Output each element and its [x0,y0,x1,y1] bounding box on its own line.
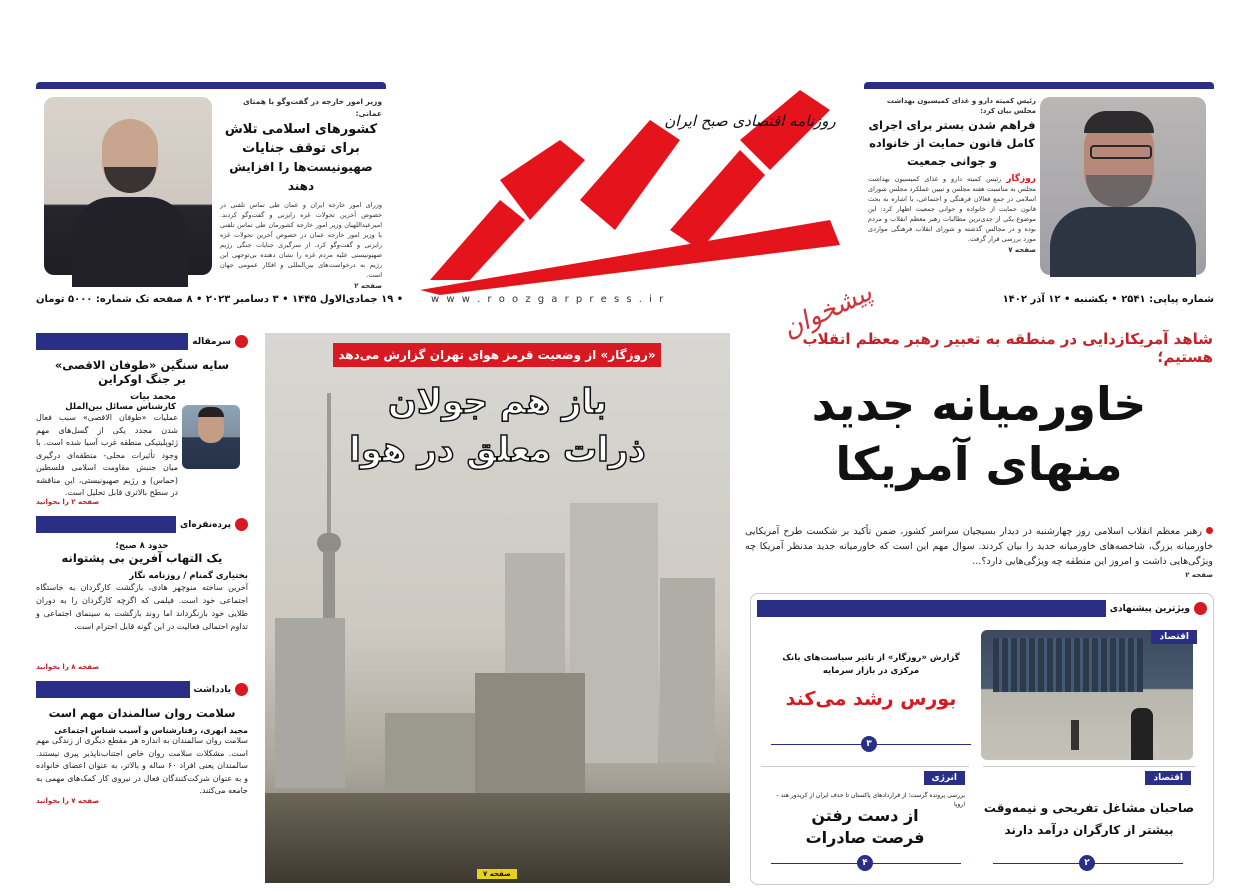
picks-section-label: ویژترین پیشنهادی [1109,603,1190,614]
left-teaser-headline-2: برای توقف جنایات [242,141,360,156]
main-story-page-ref[interactable]: صفحه ۲ [1185,571,1213,579]
cinema-page-ref[interactable]: صفحه ۸ را بخوانید [36,663,100,671]
pick1-badge: اقتصاد [1151,630,1197,644]
left-teaser-body: وزرای امور خارجه ایران و عمان طی تماس تلفنی در خصوص آخرین تحولات غزه رایزنی و گفت‌وگو کردند. امیرعبداللهیان وزیر امور خارجه کشورمان طی تماس تلفنی با وزیر امور خارجه عمان در خصوص آخرین تحولات غزه رایزنی و گفت‌وگو کرد. از سرگیری جنایات جنگی رژیم صهیونیستی علیه مردم غزه را نشان دهنده بی‌توجهی این رژیم به درخواست‌های بین‌المللی و افکار عمومی جهان است. [220,201,382,279]
section-label: سرمقاله [192,336,231,347]
right-teaser-headline-2: کامل قانون حمایت از خانواده [869,136,1035,150]
section-label: پرده‌نقره‌ای [179,519,231,530]
pick-photo-exchange [981,630,1193,760]
note-author: مجید ابهری، رفتارشناس و آسیب شناس اجتماعی [54,726,248,735]
date-strip [36,292,1214,310]
pick1-page-number[interactable]: ۳ [861,736,877,752]
pick1-kicker: گزارش «روزگار» از تاثیر سیاست‌های بانک مرکزی در بازار سرمایه [782,653,960,676]
picks-box [750,593,1214,885]
photo-story-page-ref[interactable]: صفحه ۷ [477,869,517,879]
cinema-kicker: حدود ۸ صبح؛ [115,541,169,551]
pishkhan-stamp: پیشخوان [778,277,877,345]
main-story [745,330,1213,581]
building [275,618,345,788]
editorial-title-1[interactable]: سایه سنگین «طوفان الاقصی» [54,358,230,372]
section-tag-editorial [36,333,248,350]
pick1-headline[interactable]: بورس رشد می‌کند [785,688,957,710]
pick2-kicker: بررسی پرونده گرست؛ از قراردادهای پاکستان تا حذف ایران از کریدور هند - اروپا [776,792,965,808]
main-story-kicker: شاهد آمریکازدایی در منطقه به تعبیر رهبر معظم انقلاب هستیم؛ [802,330,1213,366]
cinema-title[interactable]: یک التهاب آفرین بی پشتوانه [61,551,223,565]
main-story-headline-2[interactable]: منهای آمریکا [835,437,1123,491]
note-page-ref[interactable]: صفحه ۷ را بخوانید [36,797,100,805]
left-teaser-page-ref[interactable]: صفحه ۲ [354,282,382,290]
photo-story-kicker: «روزگار» از وضعیت قرمز هوای تهران گزارش می‌دهد [333,343,661,367]
tagline: روزنامه اقتصادی صبح ایران [664,112,836,130]
left-teaser-bar [36,82,386,89]
sidebar [36,333,248,885]
editorial-body: عملیات «طوفان الاقصی» سبب فعال شدن مجدد یکی از گسل‌های مهم ژئوپلیتیکی منطقه غرب آسیا شده است. با وجود تأثیرات محلی- منطقه‌ای درگیری میان جنبش مقاومت اسلامی فلسطین (حماس) و رژیم صهیونیستی، این مناقشه در سطح بالاتری قابل تحلیل است. [36,413,178,497]
editorial-page-ref[interactable]: صفحه ۲ را بخوانید [36,498,100,506]
pick2 [761,766,969,879]
issue-info-right: شماره پیاپی: ۲۵۴۱ • یکشنبه • ۱۲ آذر ۱۴۰۲ [1002,294,1214,305]
building [660,578,715,763]
pick2-headline-1[interactable]: از دست رفتن [811,806,919,825]
left-teaser-headline-1: کشورهای اسلامی تلاش [224,122,378,137]
editorial-author-role: کارشناس مسائل بین‌الملل [65,402,176,412]
pick2-headline-2[interactable]: فرصت صادرات [805,828,925,847]
pick2-page-number[interactable]: ۴ [857,855,873,871]
section-icon [235,683,248,696]
editorial-author: محمد بیات [130,392,176,402]
pick2-badge: انرژی [924,771,966,785]
section-icon [1194,602,1207,615]
section-label: یادداشت [193,684,231,695]
photo-story-headline-2[interactable]: ذرات معلق در هوا [349,430,646,470]
right-teaser-bar [864,82,1214,89]
glasses-icon [1090,145,1152,159]
person [1071,720,1079,750]
cinema-author: بختیاری گمنام / روزنامه نگار [129,571,248,581]
stock-board [993,638,1143,692]
section-tag-note [36,681,248,698]
pick3-headline-2[interactable]: بیشتر از کارگران درآمد دارند [1004,823,1174,837]
picks-section-tag [757,600,1207,617]
section-icon [235,335,248,348]
person [1131,708,1153,760]
note-title[interactable]: سلامت روان سالمندان مهم است [48,706,236,720]
building [475,673,585,793]
right-teaser-kicker: رئیس کمیته دارو و غذای کمیسیون بهداشت مجلس بیان کرد: [886,97,1036,115]
section-tag-cinema [36,516,248,533]
left-teaser [36,82,386,290]
right-teaser-body: رئیس کمیته دارو و غذای کمیسیون بهداشت مجلس به مناسبت هفته مجلس و تبیین عملکرد مجلس شورای اسلامی در جمع فعالان فرهنگی و اجتماعی، با اشاره به بحث قانون حمایت از خانواده و جوانی جمعیت اظهار کرد: این موضوع یکی از جدی‌ترین مطالبات رهبر معظم انقلاب و مردم بوده و در مجالس گذشته و شورای انقلاب فرهنگی مواردی مورد بررسی قرار گرفت. [868,175,1036,243]
photo-story-headline-1[interactable]: باز هم جولان [387,382,608,422]
left-teaser-headline-3: صهیونیست‌ها را افزایش دهند [229,160,373,193]
pick3-badge: اقتصاد [1145,771,1191,785]
right-teaser-headline-1: فراهم شدن بستر برای اجرای [868,118,1036,132]
left-teaser-kicker: وزیر امور خارجه در گفت‌وگو با همتای عمانی: [242,97,382,118]
main-story-body: رهبر معظم انقلاب اسلامی روز چهارشنبه در دیدار بسیجیان سراسر کشور، ضمن تأکید بر شکست طرح آمریکایی خاورمیانه بزرگ، شاخصه‌های خاورمیانه جدید را بیان کردند. سوال مهم این است که خاورمیانه جدید مدنظر آمریکا چه ویژگی‌هایی داشت و امروز این منطقه چه ویژگی‌هایی دارد؟... [745,526,1213,567]
pick3 [983,766,1195,879]
cinema-body: آخرین ساخته منوچهر هادی، بازگشت کارگردان به خاستگاه اجتماعی خود است. فیلمی که اگرچه کارگردان را به دوران طلایی خود بازنگرداند اما روند بازگشت به سینمای اجتماعی و تداوم احتمالی فعالیت در این گونه قابل احترام است. [36,583,248,631]
issue-info-left: • ۱۹ جمادی‌الاول ۱۴۴۵ • ۳ دسامبر ۲۰۲۳ • ۸ صفحه تک شماره: ۵۰۰۰ تومان [36,294,404,305]
right-teaser-brand: روزگار [1006,174,1036,184]
website[interactable]: w w w . r o o z g a r p r e s s . i r [431,294,666,305]
main-story-headline-1[interactable]: خاورمیانه جدید [811,377,1147,431]
left-teaser-photo [44,97,212,275]
right-teaser [864,82,1214,282]
section-icon [235,518,248,531]
pick3-headline-1[interactable]: صاحبان مشاغل تفریحی و نیمه‌وقت [983,801,1195,815]
pick3-page-number[interactable]: ۲ [1079,855,1095,871]
right-teaser-headline-3: و جوانی جمعیت [907,154,997,168]
editorial-title-2[interactable]: بر جنگ اوکراین [98,372,186,386]
author-photo [182,405,240,469]
right-teaser-photo [1040,97,1206,275]
bullet-icon [1206,527,1213,534]
note-body: سلامت روان سالمندان به اندازه هر مقطع دیگری از زندگی مهم است. مشکلات سلامت روان خاص اجتناب‌ناپذیر پیری نیستند. سالمندان یعنی افراد ۶۰ ساله و بالاتر، به عنوان اعضای خانواده و به عنوان شرکت‌کنندگان فعال در نیروی کار کمک‌های مهمی به جامعه می‌کنند. [36,736,248,795]
right-teaser-page-ref[interactable]: صفحه ۷ [1008,246,1036,254]
photo-story [265,333,730,881]
